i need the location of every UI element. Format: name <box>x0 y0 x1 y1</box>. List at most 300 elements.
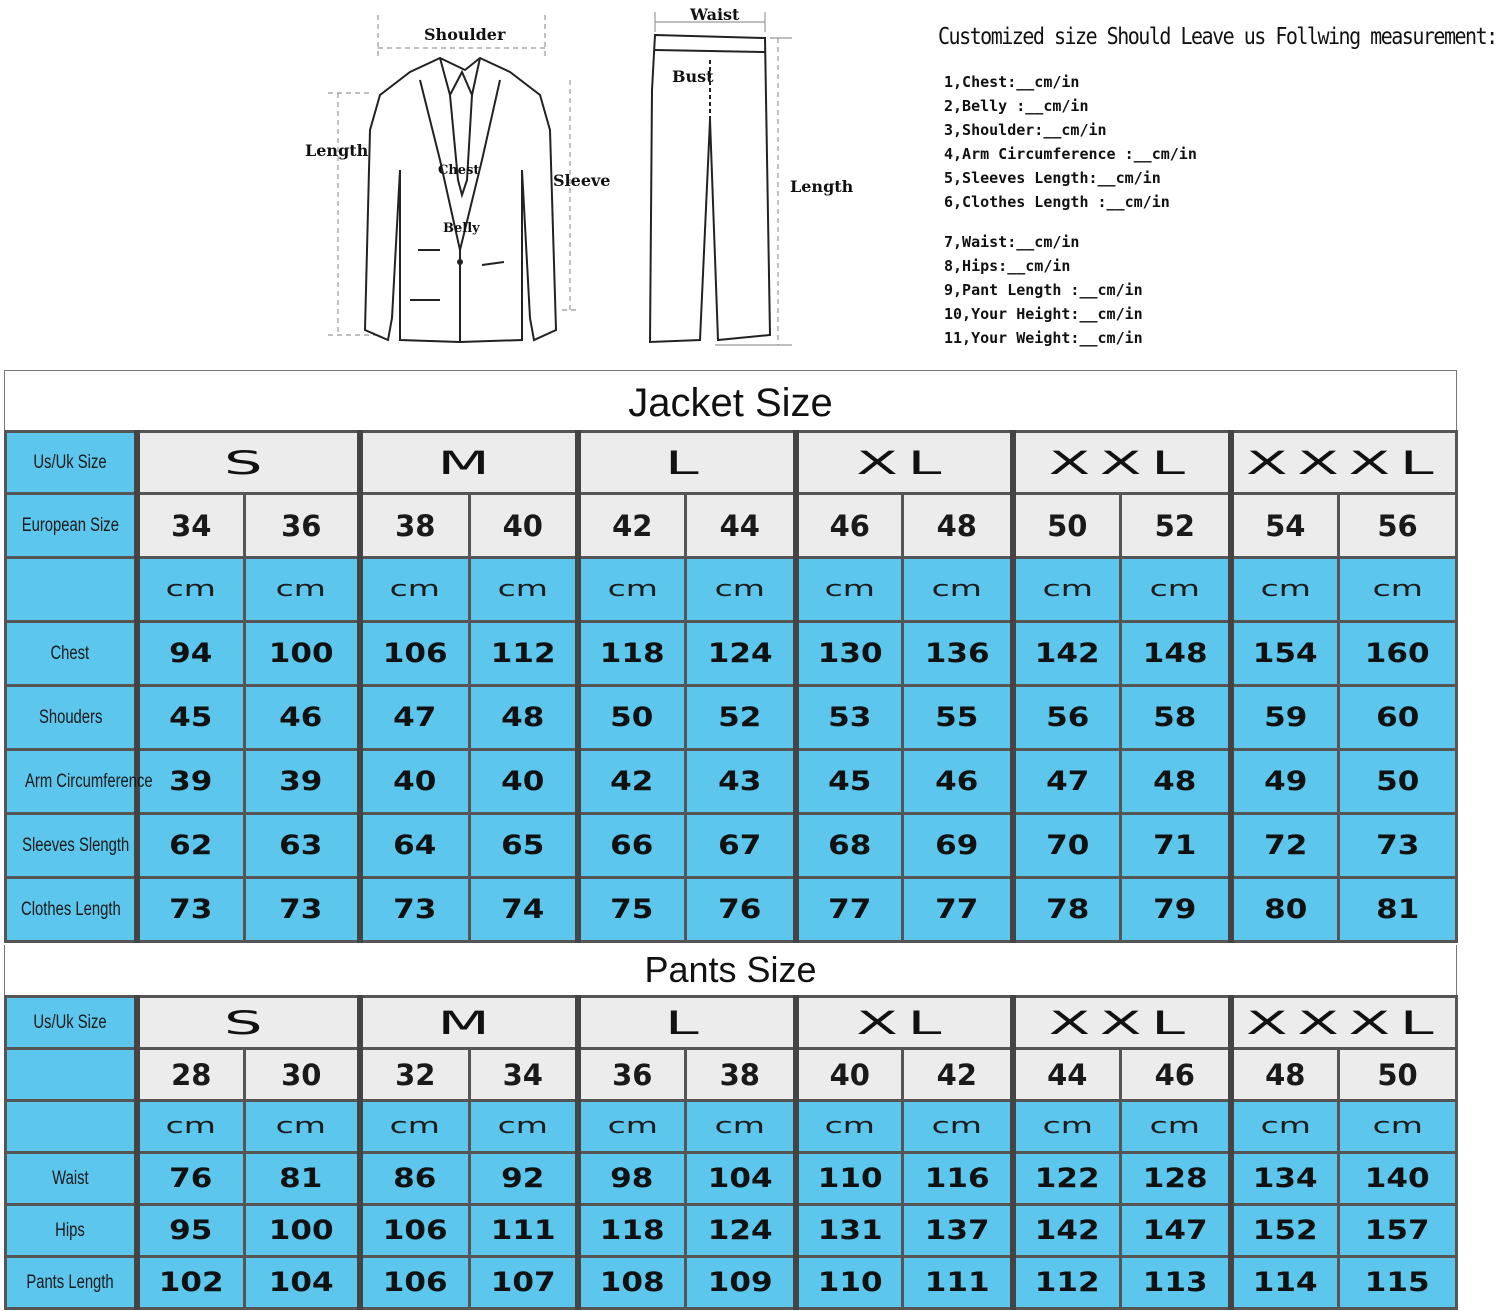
measurement-value: 118 <box>599 638 665 669</box>
measurement-row <box>6 1153 1457 1205</box>
unit-cell <box>1121 1101 1231 1153</box>
unit-text: cm <box>276 577 327 602</box>
size-number-cell: 48 <box>903 494 1013 558</box>
measurement-value: 71 <box>1153 830 1197 861</box>
size-group-xxl <box>1013 432 1231 494</box>
measurement-value-cell <box>137 878 245 942</box>
measurement-value-cell <box>1339 1257 1457 1309</box>
measurement-value: 106 <box>382 1267 448 1298</box>
unit-cell <box>470 558 578 622</box>
measurement-value-cell <box>1231 1257 1339 1309</box>
unit-cell <box>686 1101 796 1153</box>
measurement-label <box>6 1257 137 1309</box>
measurement-value: 136 <box>924 638 990 669</box>
measurement-value: 115 <box>1365 1267 1430 1298</box>
measurement-value-cell <box>1121 878 1231 942</box>
us-uk-size-label <box>6 997 137 1049</box>
measurement-value: 77 <box>935 894 979 925</box>
size-group-s <box>137 432 360 494</box>
size-number-cell: 38 <box>686 1049 796 1101</box>
measurement-value-cell <box>360 1257 470 1309</box>
instruction-item: 5,Sleeves Length:__cm/in <box>944 169 1161 187</box>
measurement-value: 53 <box>828 702 872 733</box>
unit-cell <box>137 1101 245 1153</box>
measurement-value-cell <box>470 814 578 878</box>
size-number-cell: 50 <box>1339 1049 1457 1101</box>
measurement-value-cell <box>578 622 686 686</box>
size-number-cell: 48 <box>1231 1049 1339 1101</box>
measurement-label-text: Clothes Length <box>21 898 121 920</box>
measurement-value: 107 <box>490 1267 556 1298</box>
unit-text: cm <box>931 577 982 602</box>
measurement-value-cell <box>686 686 796 750</box>
measurement-value-cell <box>1339 878 1457 942</box>
measurement-value-cell <box>686 814 796 878</box>
measurement-value: 39 <box>279 766 323 797</box>
size-group-text: L <box>664 1003 709 1042</box>
measurement-value: 77 <box>828 894 872 925</box>
measurement-value-cell <box>1121 814 1231 878</box>
unit-cell <box>245 1101 360 1153</box>
measurement-value: 50 <box>610 702 654 733</box>
measurement-value-cell <box>578 1153 686 1205</box>
measurement-value: 81 <box>1375 894 1420 925</box>
measurement-value-cell <box>1121 1153 1231 1205</box>
measurement-value: 80 <box>1263 894 1307 925</box>
measurement-value-cell <box>796 1205 903 1257</box>
measurement-value: 73 <box>393 894 437 925</box>
measurement-value: 45 <box>169 702 213 733</box>
jacket-size-section <box>4 370 1455 945</box>
size-group-xl <box>796 997 1013 1049</box>
measurement-value-cell <box>903 814 1013 878</box>
pants-bust-label: Bust <box>672 67 714 86</box>
size-group-l <box>578 997 796 1049</box>
measurement-value: 76 <box>169 1163 213 1194</box>
size-number-cell: 46 <box>1121 1049 1231 1101</box>
measurement-value: 98 <box>610 1163 654 1194</box>
unit-cell <box>686 558 796 622</box>
size-number-cell: 38 <box>360 494 470 558</box>
measurement-value: 124 <box>707 1215 773 1246</box>
measurement-value-cell <box>1013 1257 1121 1309</box>
measurement-value: 50 <box>1375 766 1420 797</box>
measurement-label-text: Waist <box>51 1167 89 1189</box>
measurement-label-text: Arm Circumference <box>25 770 153 792</box>
size-number-row <box>6 494 1457 558</box>
size-number-cell: 56 <box>1339 494 1457 558</box>
instruction-item: 2,Belly :__cm/in <box>944 97 1089 115</box>
size-number-cell: 42 <box>903 1049 1013 1101</box>
measurement-value: 116 <box>924 1163 990 1194</box>
unit-text: cm <box>1042 1114 1093 1139</box>
jacket-shoulder-label: Shoulder <box>424 25 506 44</box>
instruction-item: 4,Arm Circumference :__cm/in <box>944 145 1197 163</box>
unit-text: cm <box>390 1114 441 1139</box>
measurement-value: 94 <box>169 638 213 669</box>
measurement-value: 112 <box>490 638 556 669</box>
measurement-value: 68 <box>828 830 872 861</box>
measurement-label <box>6 1153 137 1205</box>
measurement-value: 63 <box>279 830 323 861</box>
measurement-value: 39 <box>169 766 213 797</box>
measurement-value-cell <box>245 878 360 942</box>
measurement-value-cell <box>903 878 1013 942</box>
measurement-value: 109 <box>707 1267 773 1298</box>
unit-cell <box>1121 558 1231 622</box>
unit-cell <box>578 558 686 622</box>
unit-text: cm <box>166 577 217 602</box>
measurement-value: 48 <box>501 702 545 733</box>
measurement-value-cell <box>903 686 1013 750</box>
measurement-value-cell <box>686 878 796 942</box>
measurement-value-cell <box>903 1153 1013 1205</box>
measurement-value: 73 <box>279 894 323 925</box>
unit-cell <box>903 1101 1013 1153</box>
measurement-value-cell <box>1121 686 1231 750</box>
pants-outline-illustration <box>620 0 880 360</box>
measurement-value: 95 <box>169 1215 213 1246</box>
unit-text: cm <box>714 577 765 602</box>
measurement-value-cell <box>686 1153 796 1205</box>
unit-text: cm <box>607 577 658 602</box>
unit-cell <box>360 558 470 622</box>
measurement-value: 40 <box>501 766 545 797</box>
size-number-cell: 30 <box>245 1049 360 1101</box>
us-uk-size-label-text: Us/Uk Size <box>33 451 107 473</box>
unit-cell <box>1231 1101 1339 1153</box>
size-group-l <box>578 432 796 494</box>
measurement-value-cell <box>1339 750 1457 814</box>
unit-text: cm <box>497 1114 548 1139</box>
pants-size-section <box>4 945 1455 1307</box>
measurement-value-cell <box>360 622 470 686</box>
measurement-value: 111 <box>490 1215 556 1246</box>
instruction-item: 9,Pant Length :__cm/in <box>944 281 1143 299</box>
size-number-cell: 34 <box>470 1049 578 1101</box>
jacket-belly-label: Belly <box>443 221 480 236</box>
measurement-value: 111 <box>924 1267 990 1298</box>
measurement-label <box>6 686 137 750</box>
measurement-value: 160 <box>1365 638 1430 669</box>
measurement-value-cell <box>1013 622 1121 686</box>
measurement-value-cell <box>137 814 245 878</box>
measurement-value: 124 <box>707 638 773 669</box>
size-group-row <box>6 432 1457 494</box>
unit-cell <box>903 558 1013 622</box>
measurement-value-cell <box>470 878 578 942</box>
measurement-value-cell <box>245 1153 360 1205</box>
measurement-value-cell <box>578 878 686 942</box>
measurement-value: 73 <box>1375 830 1420 861</box>
measurement-value: 66 <box>610 830 654 861</box>
measurement-row <box>6 622 1457 686</box>
measurement-value: 78 <box>1045 894 1089 925</box>
jacket-diagram <box>300 0 620 360</box>
unit-text: cm <box>166 1114 217 1139</box>
jacket-outline-illustration <box>300 0 620 360</box>
measurement-value: 75 <box>610 894 654 925</box>
measurement-value: 112 <box>1034 1267 1100 1298</box>
size-number-cell: 42 <box>578 494 686 558</box>
measurement-label <box>6 878 137 942</box>
size-number-cell: 44 <box>1013 1049 1121 1101</box>
size-number-cell: 50 <box>1013 494 1121 558</box>
size-number-cell: 28 <box>137 1049 245 1101</box>
measurement-value: 92 <box>501 1163 545 1194</box>
measurement-value: 113 <box>1142 1267 1208 1298</box>
measurement-value-cell <box>1231 750 1339 814</box>
unit-cell <box>796 558 903 622</box>
size-group-text: L <box>664 443 709 482</box>
measurement-value-cell <box>1339 1153 1457 1205</box>
unit-text: cm <box>607 1114 658 1139</box>
measurement-value: 69 <box>935 830 979 861</box>
size-number-cell: 52 <box>1121 494 1231 558</box>
unit-cell <box>360 1101 470 1153</box>
size-group-m <box>360 432 578 494</box>
measurement-value-cell <box>1339 622 1457 686</box>
instruction-item: 3,Shoulder:__cm/in <box>944 121 1107 139</box>
size-group-text: XL <box>856 1003 952 1042</box>
measurement-value-cell <box>360 1153 470 1205</box>
size-number-cell: 36 <box>578 1049 686 1101</box>
measurement-value-cell <box>470 622 578 686</box>
measurement-value: 65 <box>501 830 545 861</box>
measurement-row <box>6 1257 1457 1309</box>
size-number-row <box>6 1049 1457 1101</box>
measurement-value-cell <box>360 1205 470 1257</box>
measurement-value-cell <box>1231 622 1339 686</box>
jacket-size-title: Jacket Size <box>4 370 1457 431</box>
unit-text: cm <box>1260 577 1311 602</box>
measurement-value: 106 <box>382 1215 448 1246</box>
measurement-value-cell <box>1339 1205 1457 1257</box>
measurement-row <box>6 750 1457 814</box>
measurement-label <box>6 750 153 814</box>
unit-cell <box>245 558 360 622</box>
unit-row <box>6 558 1457 622</box>
measurement-value: 137 <box>924 1215 990 1246</box>
unit-cell <box>1013 1101 1121 1153</box>
measurement-value-cell <box>1121 1205 1231 1257</box>
size-number-cell: 32 <box>360 1049 470 1101</box>
measurement-value: 55 <box>935 702 979 733</box>
measurement-value-cell <box>470 1205 578 1257</box>
measurement-value: 118 <box>599 1215 665 1246</box>
blank-label-cell <box>6 1101 137 1153</box>
measurement-value: 131 <box>817 1215 883 1246</box>
measurement-label-text: Hips <box>55 1219 86 1241</box>
measurement-value-cell <box>1121 1257 1231 1309</box>
measurement-value: 102 <box>158 1267 224 1298</box>
instruction-item: 1,Chest:__cm/in <box>944 73 1080 91</box>
measurement-value-cell <box>578 1205 686 1257</box>
measurement-value-cell <box>796 686 903 750</box>
measurement-value-cell <box>470 1153 578 1205</box>
measurement-value-cell <box>796 622 903 686</box>
measurement-value: 128 <box>1142 1163 1208 1194</box>
size-number-cell: 54 <box>1231 494 1339 558</box>
measurement-value-cell <box>137 622 245 686</box>
measurement-value-cell <box>686 1205 796 1257</box>
unit-text: cm <box>714 1114 765 1139</box>
measurement-value-cell <box>360 814 470 878</box>
measurement-value-cell <box>470 1257 578 1309</box>
measurement-value: 104 <box>268 1267 334 1298</box>
unit-cell <box>1339 1101 1457 1153</box>
size-group-text: XXXL <box>1245 443 1443 482</box>
measurement-label <box>6 622 137 686</box>
measurement-value-cell <box>796 814 903 878</box>
measurement-value-cell <box>1013 814 1121 878</box>
unit-cell <box>137 558 245 622</box>
measurement-value: 52 <box>718 702 762 733</box>
unit-cell <box>1339 558 1457 622</box>
measurement-value: 60 <box>1375 702 1420 733</box>
measurement-value: 157 <box>1365 1215 1430 1246</box>
measurement-value: 45 <box>828 766 872 797</box>
unit-text: cm <box>497 577 548 602</box>
measurement-value: 108 <box>599 1267 665 1298</box>
measurement-value: 62 <box>169 830 213 861</box>
measurement-value-cell <box>686 750 796 814</box>
unit-text: cm <box>1149 1114 1200 1139</box>
measurement-value-cell <box>137 750 245 814</box>
measurement-value-cell <box>903 1257 1013 1309</box>
instruction-item: 11,Your Weight:__cm/in <box>944 329 1143 347</box>
measurement-value: 114 <box>1252 1267 1318 1298</box>
blank-label-cell <box>6 1049 137 1101</box>
unit-text: cm <box>276 1114 327 1139</box>
measurement-value: 47 <box>1045 766 1089 797</box>
measurement-value-cell <box>1013 878 1121 942</box>
size-group-text: S <box>223 1003 273 1042</box>
measurement-value-cell <box>796 1257 903 1309</box>
measurement-value: 59 <box>1263 702 1307 733</box>
unit-text: cm <box>1372 1114 1423 1139</box>
measurement-value: 86 <box>393 1163 437 1194</box>
measurement-value: 46 <box>935 766 979 797</box>
measurement-value-cell <box>1013 1205 1121 1257</box>
pants-size-title: Pants Size <box>4 945 1457 995</box>
unit-cell <box>578 1101 686 1153</box>
measurement-value: 110 <box>817 1163 883 1194</box>
measurement-value-cell <box>1339 686 1457 750</box>
measurement-value: 130 <box>817 638 883 669</box>
measurement-value-cell <box>245 750 360 814</box>
unit-text: cm <box>390 577 441 602</box>
size-group-s <box>137 997 360 1049</box>
measurement-value: 140 <box>1365 1163 1430 1194</box>
unit-cell <box>796 1101 903 1153</box>
measurement-value: 49 <box>1263 766 1307 797</box>
measurement-value-cell <box>903 750 1013 814</box>
measurement-value-cell <box>1013 1153 1121 1205</box>
unit-cell <box>1013 558 1121 622</box>
pants-diagram <box>620 0 880 360</box>
instruction-item: 6,Clothes Length :__cm/in <box>944 193 1170 211</box>
measurement-label-text: Pants Length <box>26 1271 114 1293</box>
measurement-value: 81 <box>279 1163 323 1194</box>
measurement-row <box>6 814 1457 878</box>
measurement-value: 100 <box>268 638 334 669</box>
measurement-value: 48 <box>1153 766 1197 797</box>
measurement-value-cell <box>1121 622 1231 686</box>
measurement-row <box>6 878 1457 942</box>
measurement-value-cell <box>137 1205 245 1257</box>
measurement-value-cell <box>1231 878 1339 942</box>
unit-text: cm <box>1042 577 1093 602</box>
us-uk-size-label <box>6 432 137 494</box>
measurement-value-cell <box>245 814 360 878</box>
size-number-cell: 46 <box>796 494 903 558</box>
measurement-value-cell <box>360 878 470 942</box>
measurement-value: 142 <box>1034 638 1100 669</box>
measurement-label <box>6 1205 137 1257</box>
size-group-text: M <box>437 1003 500 1042</box>
size-group-text: XL <box>856 443 952 482</box>
size-group-row <box>6 997 1457 1049</box>
size-group-text: XXL <box>1048 1003 1195 1042</box>
size-number-cell: 40 <box>470 494 578 558</box>
measurement-value: 56 <box>1045 702 1089 733</box>
instruction-item: 7,Waist:__cm/in <box>944 233 1080 251</box>
measurement-value-cell <box>1231 1153 1339 1205</box>
measurement-value: 100 <box>268 1215 334 1246</box>
measurement-value: 40 <box>393 766 437 797</box>
measurement-value-cell <box>796 1153 903 1205</box>
measurement-value-cell <box>360 686 470 750</box>
measurement-value-cell <box>578 1257 686 1309</box>
measurement-value: 46 <box>279 702 323 733</box>
measurement-value: 64 <box>393 830 437 861</box>
measurement-instructions <box>938 22 1497 350</box>
measurement-row <box>6 686 1457 750</box>
pants-waist-label: Waist <box>690 5 740 24</box>
measurement-value-cell <box>578 750 686 814</box>
jacket-sleeve-label: Sleeve <box>553 171 611 190</box>
measurement-row <box>6 1205 1457 1257</box>
size-group-m <box>360 997 578 1049</box>
measurement-value: 76 <box>718 894 762 925</box>
unit-text: cm <box>824 1114 875 1139</box>
measurement-value-cell <box>360 750 470 814</box>
measurement-value: 134 <box>1252 1163 1318 1194</box>
size-number-cell: 40 <box>796 1049 903 1101</box>
measurement-value-cell <box>578 686 686 750</box>
measurement-value-cell <box>1231 814 1339 878</box>
measurement-value-cell <box>1013 750 1121 814</box>
measurement-value: 67 <box>718 830 762 861</box>
size-number-cell: 36 <box>245 494 360 558</box>
jacket-length-label: Length <box>305 141 369 160</box>
measurement-label-text: Sleeves Slength <box>22 834 130 856</box>
blank-label-cell <box>6 558 137 622</box>
measurement-value-cell <box>686 1257 796 1309</box>
measurement-label-text: Chest <box>50 642 90 664</box>
jacket-size-table <box>4 430 1458 943</box>
instructions-upper-list <box>938 70 1468 214</box>
measurement-value: 142 <box>1034 1215 1100 1246</box>
measurement-value-cell <box>796 750 903 814</box>
pants-size-table <box>4 995 1458 1310</box>
measurement-value-cell <box>137 1153 245 1205</box>
size-group-xxl <box>1013 997 1231 1049</box>
measurement-value: 73 <box>169 894 213 925</box>
measurement-label <box>6 814 137 878</box>
measurement-value-cell <box>903 622 1013 686</box>
